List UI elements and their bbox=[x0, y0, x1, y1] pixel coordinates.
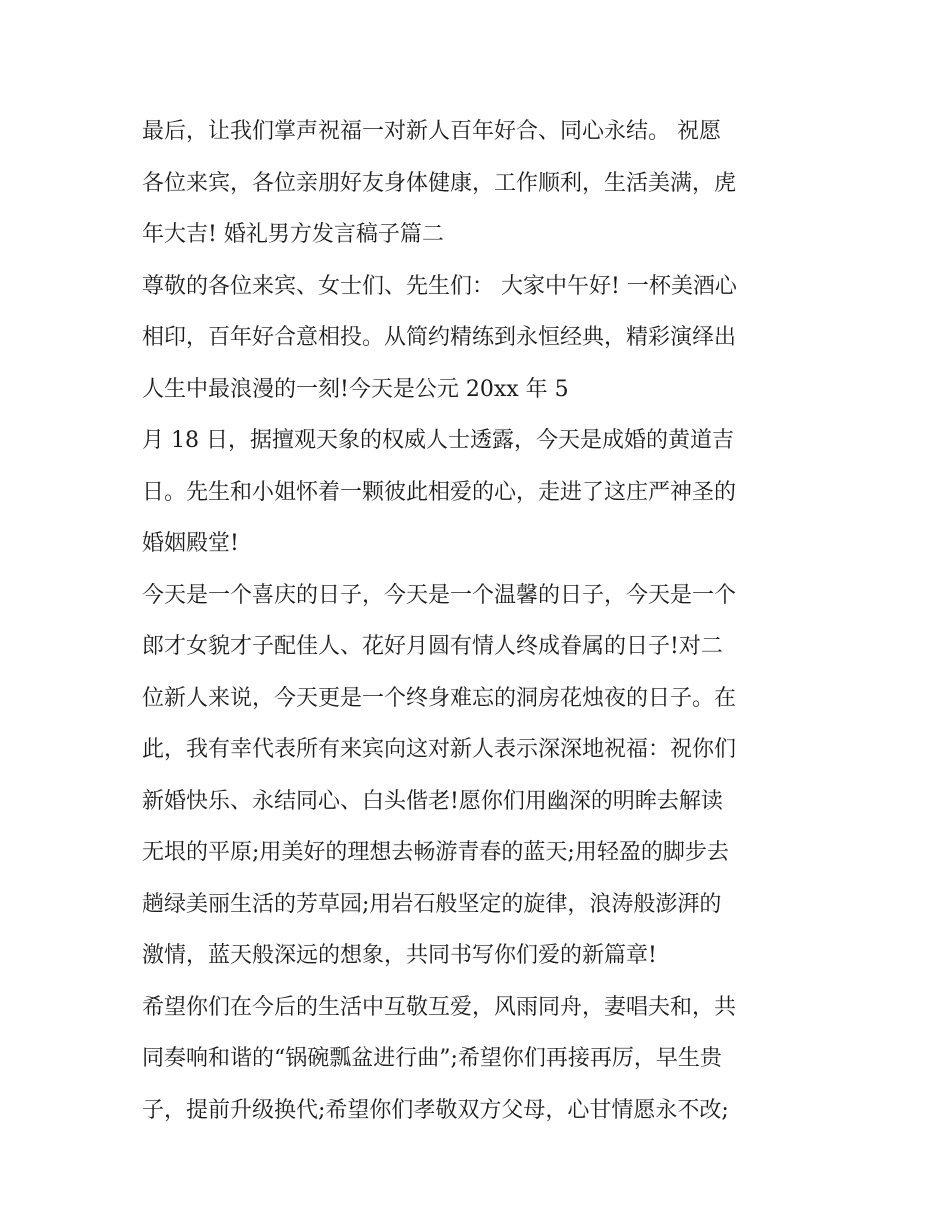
text-line: 人生中最浪漫的一刻!今天是公元 20xx 年 5 bbox=[142, 376, 569, 402]
text-line: 相印，百年好合意相投。从简约精练到永恒经典，精彩演绎出 bbox=[142, 325, 737, 350]
text-line: 婚姻殿堂! bbox=[142, 531, 239, 556]
text-line: 子，提前升级换代;希望你们孝敬双方父母，心甘情愿永不改; bbox=[142, 1097, 729, 1123]
text-line: 今天是一个喜庆的日子，今天是一个温馨的日子，今天是一个 bbox=[142, 582, 737, 608]
text-line: 此，我有幸代表所有来宾向这对新人表示深深地祝福：祝你们 bbox=[142, 737, 737, 762]
text-line: 位新人来说，今天更是一个终身难忘的洞房花烛夜的日子。在 bbox=[142, 685, 737, 711]
document-body bbox=[142, 106, 822, 1136]
text-line: 年大吉! 婚礼男方发言稿子篇二 bbox=[142, 222, 444, 247]
text-line: 日。先生和小姐怀着一颗彼此相爱的心，走进了这庄严神圣的 bbox=[142, 479, 737, 505]
text-line: 郎才女貌才子配佳人、花好月圆有情人终成眷属的日子!对二 bbox=[142, 634, 723, 659]
text-line: 趟绿美丽生活的芳草园;用岩石般坚定的旋律，浪涛般澎湃的 bbox=[142, 891, 722, 917]
text-line: 新婚快乐、永结同心、白头偕老!愿你们用幽深的明眸去解读 bbox=[142, 788, 723, 814]
text-line: 激情，蓝天般深远的想象，共同书写你们爱的新篇章! bbox=[142, 943, 657, 968]
text-line: 同奏响和谐的“锅碗瓢盆进行曲”;希望你们再接再厉，早生贵 bbox=[142, 1046, 722, 1071]
text-line: 月 18 日，据擅观天象的权威人士透露，今天是成婚的黄道吉 bbox=[142, 428, 734, 453]
text-line: 最后，让我们掌声祝福一对新人百年好合、同心永结。 祝愿 bbox=[142, 119, 721, 144]
text-line: 尊敬的各位来宾、女士们、先生们： 大家中午好! 一杯美酒心 bbox=[142, 273, 737, 299]
text-line: 无垠的平原;用美好的理想去畅游青春的蓝天;用轻盈的脚步去 bbox=[142, 840, 729, 865]
text-line: 各位来宾，各位亲朋好友身体健康，工作顺利，生活美满，虎 bbox=[142, 170, 737, 196]
text-line: 希望你们在今后的生活中互敬互爱，风雨同舟，妻唱夫和，共 bbox=[142, 994, 737, 1020]
